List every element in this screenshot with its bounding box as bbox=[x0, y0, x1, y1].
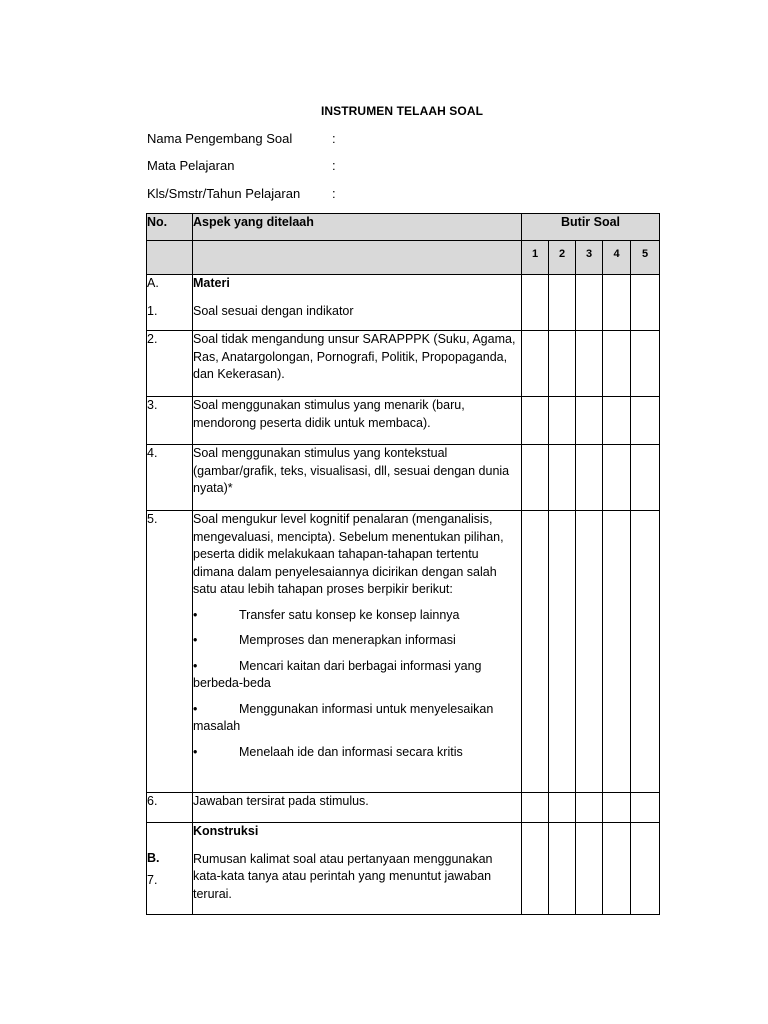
check-cell[interactable] bbox=[603, 823, 631, 915]
check-cell[interactable] bbox=[603, 445, 631, 511]
check-cell[interactable] bbox=[549, 511, 576, 793]
check-cell[interactable] bbox=[631, 793, 660, 823]
bullet-text: Memproses dan menerapkan informasi bbox=[239, 633, 456, 647]
check-cell[interactable] bbox=[576, 511, 603, 793]
table-row bbox=[147, 511, 660, 793]
check-cell[interactable] bbox=[549, 445, 576, 511]
meta-kls-row bbox=[147, 186, 336, 201]
section-a-number: A. bbox=[147, 276, 159, 290]
meta-mapel-colon: : bbox=[332, 158, 336, 173]
check-cell[interactable] bbox=[522, 793, 549, 823]
col-number: 1 bbox=[522, 241, 549, 275]
table-row bbox=[147, 397, 660, 445]
check-cell[interactable] bbox=[522, 275, 549, 331]
row-number-cell bbox=[147, 275, 193, 331]
aspek-text: Soal mengukur level kognitif penalaran (menganalisis, mengevaluasi, mencipta). Sebelum menentukan pilihan, peserta didik melakukaan tahapan-tahapan tertentu dimana dalam penyelesaiannya dicirikan dengan salah satu atau lebih tahapan proses berpikir berikut: bbox=[193, 512, 504, 596]
check-cell[interactable] bbox=[522, 511, 549, 793]
section-b-number: B. bbox=[147, 851, 160, 865]
aspek-text: Soal tidak mengandung unsur SARAPPPK (Suku, Agama, Ras, Anatargolongan, Pornografi, Politik, Propopaganda, dan Kekerasan). bbox=[193, 331, 522, 397]
header-butir-soal: Butir Soal bbox=[522, 214, 660, 241]
section-a-title: Materi bbox=[193, 276, 230, 290]
row-number-cell bbox=[147, 823, 193, 915]
col-number: 2 bbox=[549, 241, 576, 275]
check-cell[interactable] bbox=[603, 275, 631, 331]
meta-mapel-label: Mata Pelajaran bbox=[147, 158, 235, 173]
meta-nama-row bbox=[147, 131, 336, 146]
aspek-cell bbox=[193, 511, 522, 793]
bullet-text: Mencari kaitan dari berbagai informasi yang berbeda-beda bbox=[193, 658, 482, 690]
bullet-text: Transfer satu konsep ke konsep lainnya bbox=[239, 607, 460, 622]
page-title: INSTRUMEN TELAAH SOAL bbox=[320, 104, 484, 118]
row-number: 4. bbox=[147, 445, 193, 511]
meta-mapel-row bbox=[147, 158, 336, 173]
check-cell[interactable] bbox=[631, 275, 660, 331]
row-number: 7. bbox=[147, 872, 158, 887]
bullet-text: Menggunakan informasi untuk menyelesaikan masalah bbox=[193, 701, 494, 733]
table-row bbox=[147, 275, 660, 331]
bullet-icon: • bbox=[193, 701, 198, 716]
aspek-text: Rumusan kalimat soal atau pertanyaan menggunakan kata-kata tanya atau perintah yang menuntut jawaban terurai. bbox=[193, 851, 493, 901]
bullet-item bbox=[193, 744, 521, 762]
aspek-text: Soal menggunakan stimulus yang kontekstual (gambar/grafik, teks, visualisasi, dll, sesuai dengan dunia nyata)* bbox=[193, 445, 522, 511]
bullet-icon: • bbox=[193, 633, 198, 647]
check-cell[interactable] bbox=[631, 445, 660, 511]
header-blank-aspek bbox=[193, 241, 522, 275]
row-number: 2. bbox=[147, 331, 193, 397]
check-cell[interactable] bbox=[576, 823, 603, 915]
bullet-text: Menelaah ide dan informasi secara kritis bbox=[239, 744, 463, 759]
check-cell[interactable] bbox=[603, 397, 631, 445]
check-cell[interactable] bbox=[576, 445, 603, 511]
row-number: 1. bbox=[147, 303, 158, 318]
table-row bbox=[147, 793, 660, 823]
check-cell[interactable] bbox=[603, 793, 631, 823]
header-row bbox=[147, 214, 660, 241]
check-cell[interactable] bbox=[549, 331, 576, 397]
row-number: 5. bbox=[147, 511, 193, 793]
table-row bbox=[147, 331, 660, 397]
meta-kls-colon: : bbox=[332, 186, 336, 201]
check-cell[interactable] bbox=[576, 331, 603, 397]
meta-nama-label: Nama Pengembang Soal bbox=[147, 131, 293, 146]
check-cell[interactable] bbox=[549, 823, 576, 915]
bullet-icon: • bbox=[193, 658, 198, 673]
check-cell[interactable] bbox=[522, 445, 549, 511]
bullet-icon: • bbox=[193, 607, 198, 622]
bullet-item bbox=[193, 632, 521, 650]
bullet-item bbox=[193, 607, 521, 625]
check-cell[interactable] bbox=[631, 397, 660, 445]
check-cell[interactable] bbox=[576, 397, 603, 445]
col-number: 4 bbox=[603, 241, 631, 275]
check-cell[interactable] bbox=[576, 793, 603, 823]
bullet-icon: • bbox=[193, 744, 198, 759]
bullet-item bbox=[193, 658, 521, 693]
check-cell[interactable] bbox=[522, 823, 549, 915]
check-cell[interactable] bbox=[576, 275, 603, 331]
table-row bbox=[147, 445, 660, 511]
table-row bbox=[147, 823, 660, 915]
aspek-text: Soal sesuai dengan indikator bbox=[193, 303, 354, 318]
review-table bbox=[146, 213, 660, 915]
header-blank-no bbox=[147, 241, 193, 275]
check-cell[interactable] bbox=[522, 397, 549, 445]
aspek-cell bbox=[193, 823, 522, 915]
check-cell[interactable] bbox=[631, 511, 660, 793]
row-number: 3. bbox=[147, 397, 193, 445]
col-number: 3 bbox=[576, 241, 603, 275]
aspek-text: Jawaban tersirat pada stimulus. bbox=[193, 793, 522, 823]
column-number-row bbox=[147, 241, 660, 275]
check-cell[interactable] bbox=[631, 823, 660, 915]
check-cell[interactable] bbox=[603, 511, 631, 793]
header-aspek: Aspek yang ditelaah bbox=[193, 214, 522, 241]
bullet-item bbox=[193, 701, 521, 736]
check-cell[interactable] bbox=[603, 331, 631, 397]
check-cell[interactable] bbox=[549, 793, 576, 823]
section-b-title: Konstruksi bbox=[193, 824, 259, 838]
check-cell[interactable] bbox=[631, 331, 660, 397]
aspek-cell bbox=[193, 275, 522, 331]
row-number: 6. bbox=[147, 793, 193, 823]
meta-nama-colon: : bbox=[332, 131, 336, 146]
col-number: 5 bbox=[631, 241, 660, 275]
check-cell[interactable] bbox=[549, 397, 576, 445]
check-cell[interactable] bbox=[549, 275, 576, 331]
aspek-text: Soal menggunakan stimulus yang menarik (baru, mendorong peserta didik untuk membaca). bbox=[193, 397, 522, 445]
check-cell[interactable] bbox=[522, 331, 549, 397]
header-no: No. bbox=[147, 214, 193, 241]
meta-kls-label: Kls/Smstr/Tahun Pelajaran bbox=[147, 186, 301, 201]
